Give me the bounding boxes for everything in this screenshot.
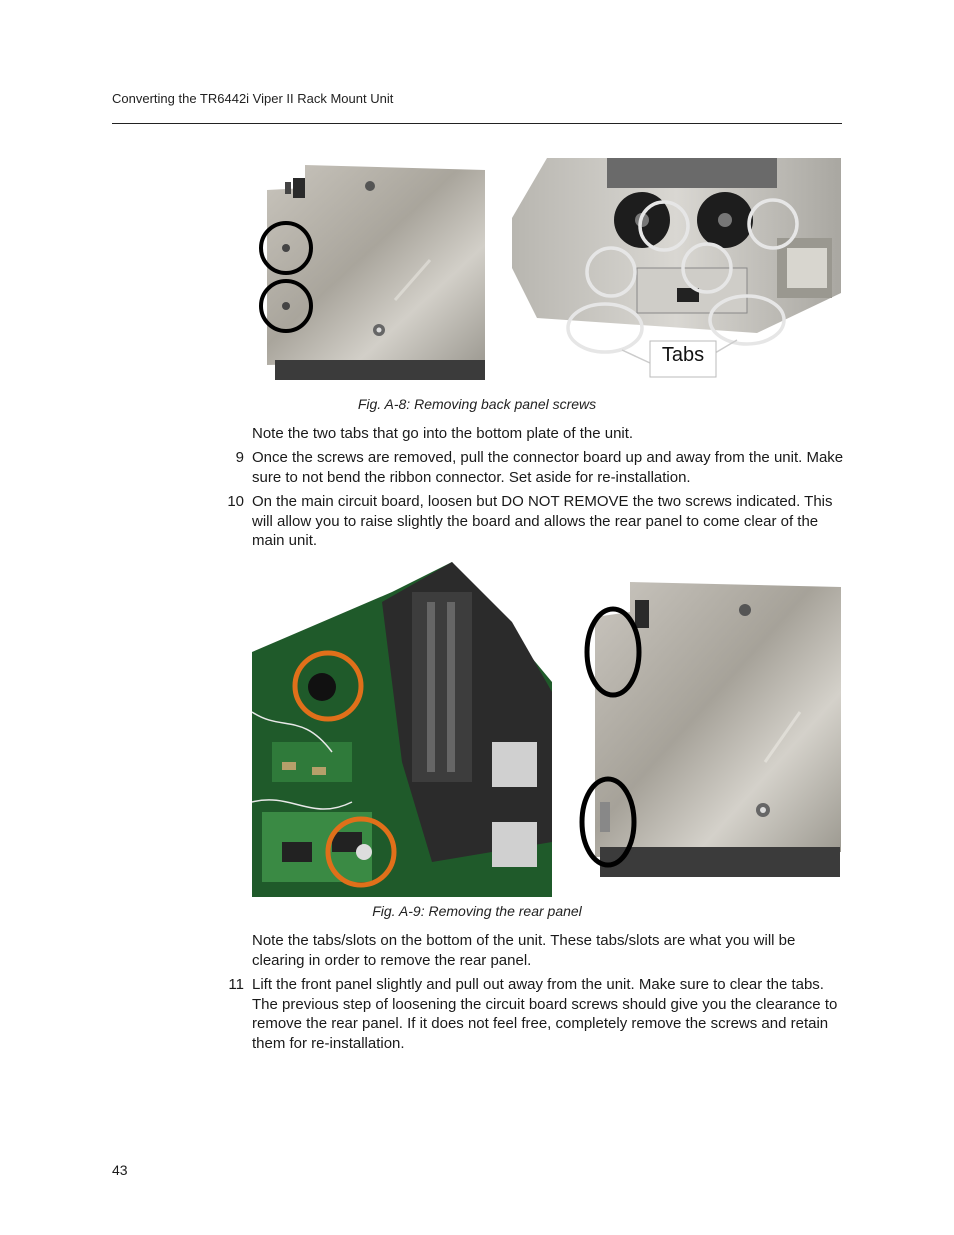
step-number: 9 bbox=[235, 449, 244, 466]
note-a9: Note the tabs/slots on the bottom of the unit. These tabs/slots are what you will be clearing in order to remove the rear panel. bbox=[252, 932, 796, 969]
note-a8: Note the two tabs that go into the bottom plate of the unit. bbox=[252, 425, 634, 442]
header-rule bbox=[112, 123, 842, 124]
step-text: Once the screws are removed, pull the connector board up and away from the unit. Make sure to not bend the ribbon connector. Set aside for re-installation. bbox=[252, 449, 844, 486]
figure-a8-right-photo bbox=[507, 158, 841, 383]
figure-a9-caption: Fig. A-9: Removing the rear panel bbox=[372, 903, 582, 919]
tabs-label: Tabs bbox=[661, 344, 705, 366]
running-header: Converting the TR6442i Viper II Rack Mount Unit bbox=[112, 91, 394, 106]
page-number: 43 bbox=[112, 1162, 128, 1178]
figure-a9-right-photo bbox=[575, 582, 843, 882]
figure-a9-left-photo bbox=[252, 562, 552, 897]
figure-a8-caption: Fig. A-8: Removing back panel screws bbox=[357, 396, 597, 412]
step-text: On the main circuit board, loosen but DO NOT REMOVE the two screws indicated. This will allow you to raise slightly the board and allows the rear panel to come clear of the main unit. bbox=[252, 493, 833, 550]
step-number: 10 bbox=[227, 493, 244, 510]
step-number: 11 bbox=[228, 976, 244, 993]
step-text: Lift the front panel slightly and pull out away from the unit. Make sure to clear the tabs. The previous step of loosening the circuit board screws should give you the clearance to remove the rear panel. If it does not feel free, completely remove the screws and retain them for re-installation. bbox=[252, 976, 838, 1052]
figure-a8-left-photo bbox=[255, 160, 487, 385]
